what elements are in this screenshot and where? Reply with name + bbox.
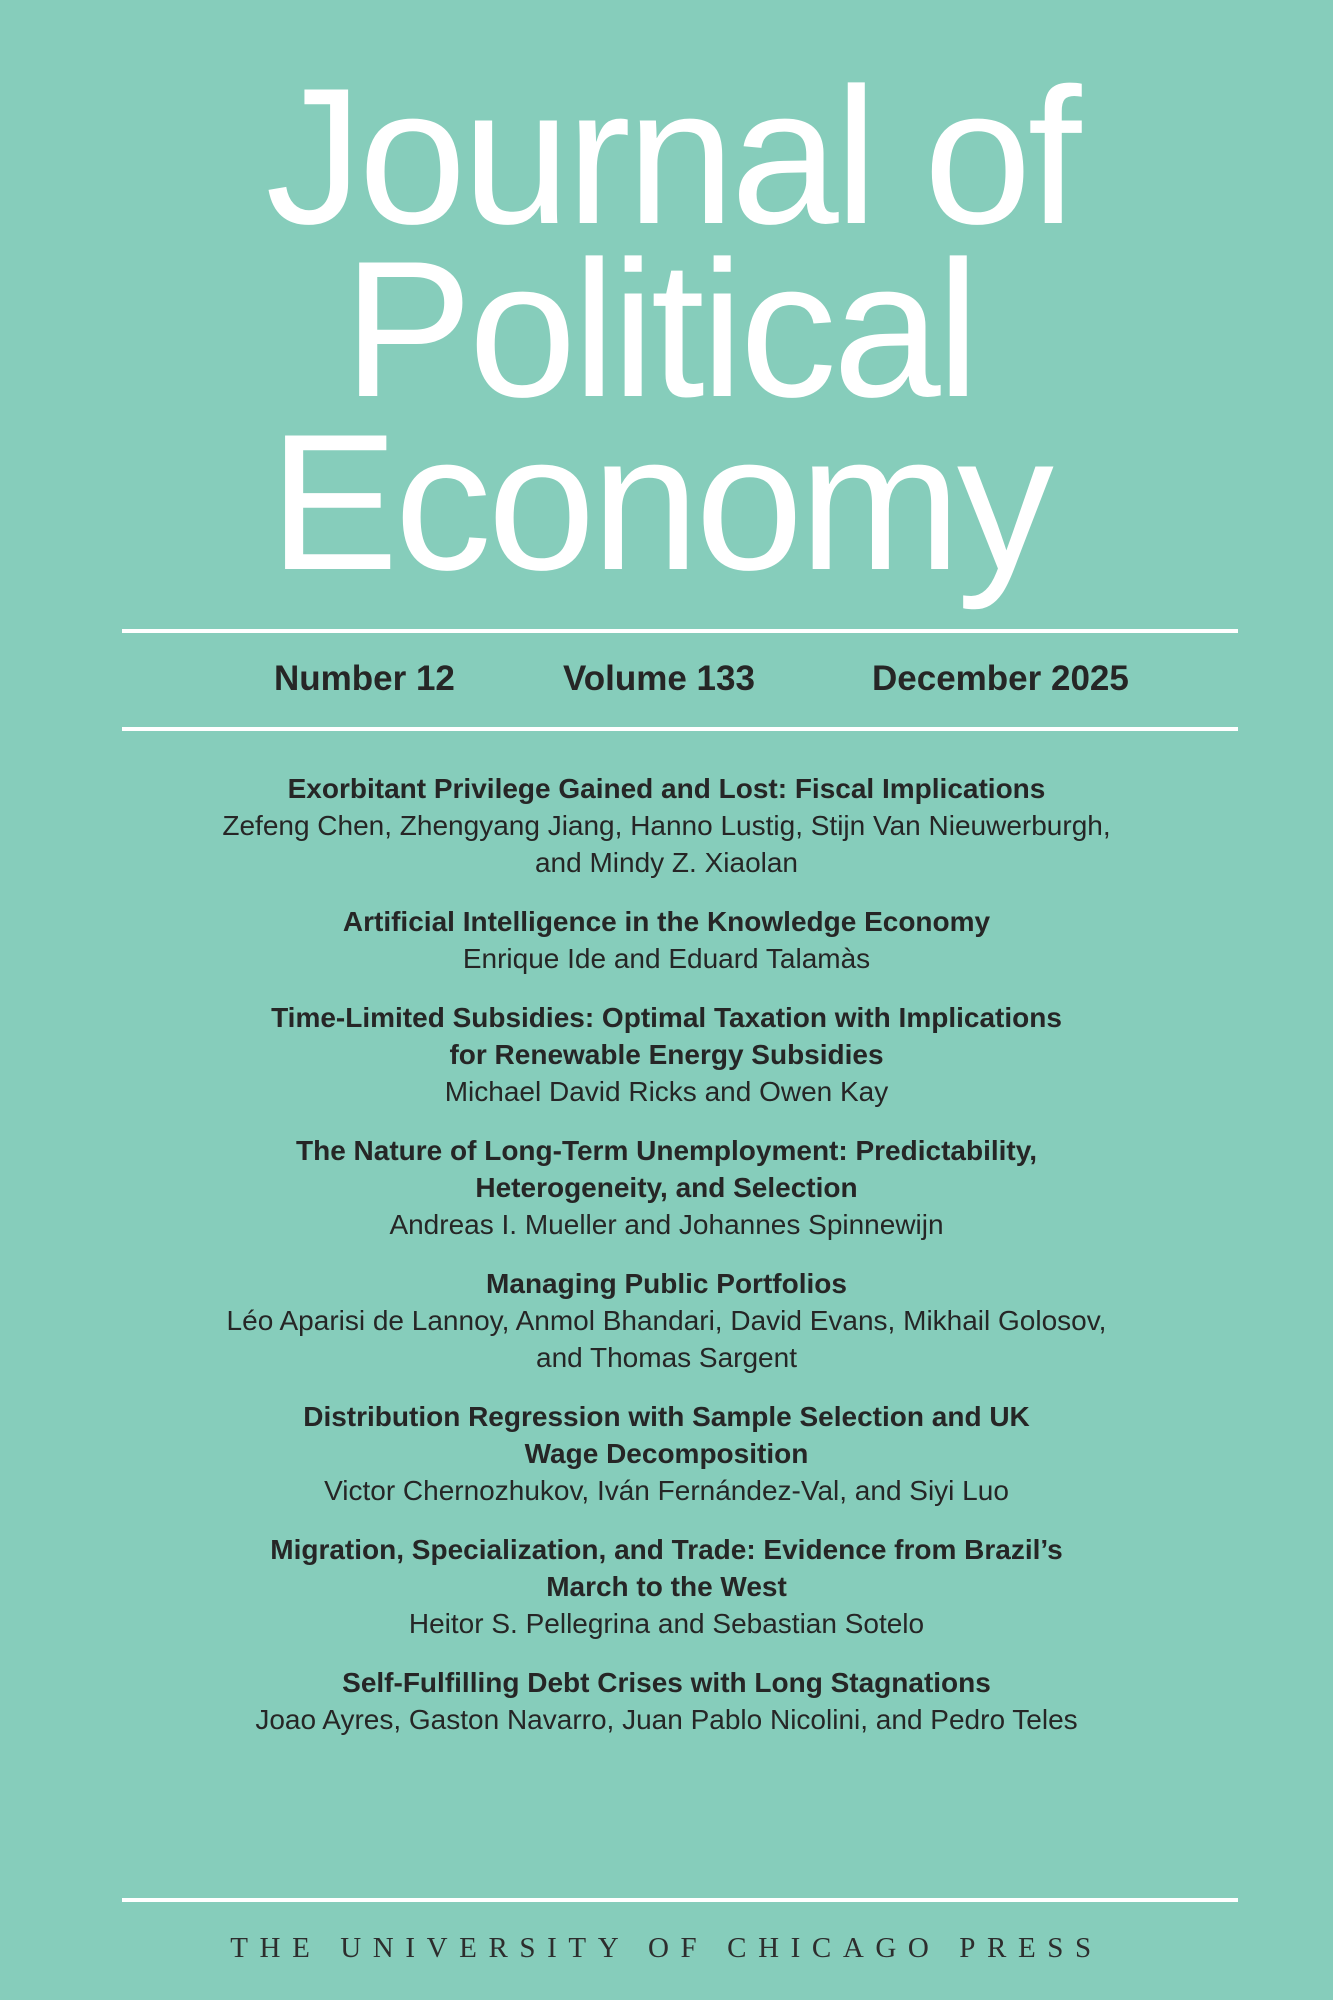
article-title: Migration, Specialization, and Trade: Evidence from Brazil’s March to the West (270, 1534, 1063, 1602)
article-authors: Andreas I. Mueller and Johannes Spinnewijn (389, 1209, 944, 1240)
bottom-divider (122, 1898, 1238, 1902)
article-title: Exorbitant Privilege Gained and Lost: Fiscal Implications (287, 773, 1046, 804)
article-title: Managing Public Portfolios (486, 1268, 847, 1299)
article-entry (0, 903, 1333, 977)
journal-title-line-3: Economy (269, 394, 1050, 611)
article-authors: Heitor S. Pellegrina and Sebastian Sotelo (408, 1608, 925, 1639)
issue-divider (122, 727, 1238, 731)
article-entry (0, 1531, 1333, 1642)
article-entry (0, 1265, 1333, 1376)
publisher-name: THE UNIVERSITY OF CHICAGO PRESS (230, 1932, 1103, 1964)
top-divider (122, 629, 1238, 633)
journal-title-line-2: Political (343, 221, 976, 438)
journal-title-line-1: Journal of (265, 48, 1078, 265)
article-authors: Michael David Ricks and Owen Kay (444, 1076, 889, 1107)
issue-date: December 2025 (872, 659, 1129, 698)
article-entry (0, 1398, 1333, 1509)
article-entry (0, 770, 1333, 881)
article-authors: Joao Ayres, Gaston Navarro, Juan Pablo Nicolini, and Pedro Teles (255, 1704, 1078, 1735)
issue-volume: Volume 133 (563, 659, 755, 698)
table-of-contents (0, 770, 1333, 1760)
article-title: Self-Fulfilling Debt Crises with Long Stagnations (342, 1667, 991, 1698)
article-title: Time-Limited Subsidies: Optimal Taxation with Implications for Renewable Energy Subsidies (271, 1002, 1062, 1070)
article-title: Distribution Regression with Sample Selection and UK Wage Decomposition (303, 1401, 1030, 1469)
article-entry (0, 1132, 1333, 1243)
article-entry (0, 1664, 1333, 1738)
article-authors: Zefeng Chen, Zhengyang Jiang, Hanno Lustig, Stijn Van Nieuwerburgh, and Mindy Z. Xiaolan (222, 810, 1111, 878)
article-entry (0, 999, 1333, 1110)
article-title: Artificial Intelligence in the Knowledge Economy (342, 906, 991, 937)
article-title: The Nature of Long-Term Unemployment: Predictability, Heterogeneity, and Selection (295, 1135, 1038, 1203)
article-authors: Enrique Ide and Eduard Talamàs (462, 943, 871, 974)
issue-number: Number 12 (274, 659, 455, 698)
article-authors: Léo Aparisi de Lannoy, Anmol Bhandari, David Evans, Mikhail Golosov, and Thomas Sargent (226, 1305, 1107, 1373)
article-authors: Victor Chernozhukov, Iván Fernández-Val, and Siyi Luo (324, 1475, 1009, 1506)
